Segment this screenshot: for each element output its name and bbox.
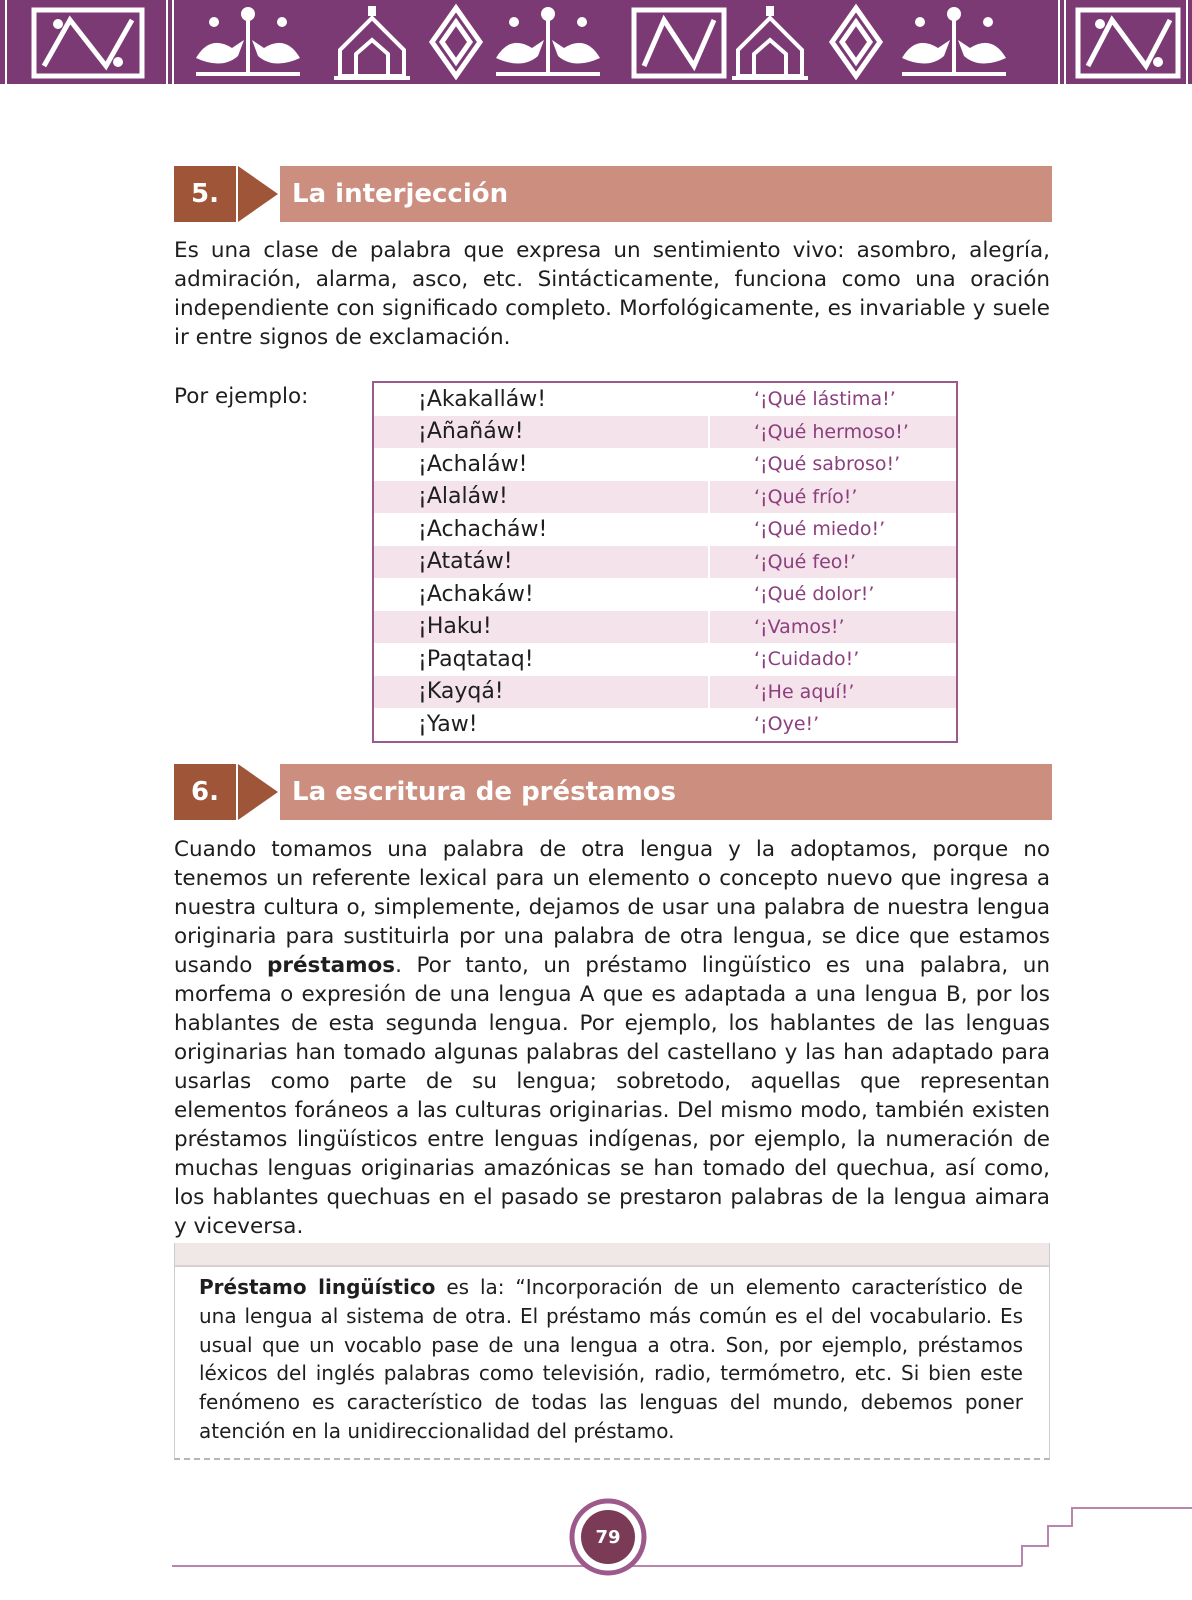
- note-text: [199, 1273, 1023, 1446]
- spanish-translation: ‘¡Cuidado!’: [754, 648, 860, 671]
- example-row: [373, 643, 957, 676]
- spanish-translation: ‘¡Oye!’: [754, 713, 820, 736]
- paragraph-text: Cuando tomamos una palabra de otra lengua y la adoptamos, porque no tenemos un referente lexical para un elemento o concepto nuevo que ingresa a nuestra cultura o, simplemente, dejamos de usar una palabra de nuestra lengua originaria para sustituirla por una palabra de otra lengua, se dice que estamos usando: [174, 837, 1050, 978]
- examples-table: [372, 381, 958, 743]
- chevron-right-icon: [238, 764, 278, 820]
- quechua-interjection: ¡Añañáw!: [373, 416, 708, 449]
- section-title: La interjección: [280, 166, 1052, 222]
- bold-term: préstamos: [266, 953, 396, 978]
- quechua-interjection: ¡Atatáw!: [373, 546, 708, 579]
- interjection-definition: Es una clase de palabra que expresa un sentimiento vivo: asombro, alegría, admiración, alarma, asco, etc. Sintácticamente, funciona como una oración independiente con significado completo. Morfológicamente, es invariable y suele ir entre signos de exclamación.: [174, 238, 1050, 350]
- example-row: [373, 546, 957, 579]
- spanish-translation: ‘¡Vamos!’: [710, 611, 957, 644]
- spanish-translation: ‘¡Qué lástima!’: [754, 388, 896, 411]
- example-row: [373, 481, 957, 514]
- example-row: [373, 708, 957, 742]
- spanish-translation: ‘¡Qué dolor!’: [754, 583, 875, 606]
- example-row: [373, 611, 957, 644]
- spanish-translation: ‘¡Qué frío!’: [710, 481, 957, 514]
- quechua-interjection: ¡Kayqá!: [373, 676, 708, 709]
- example-row: [373, 578, 957, 611]
- spanish-translation: ‘¡Qué hermoso!’: [710, 416, 957, 449]
- example-row: [373, 416, 957, 449]
- example-row: [373, 676, 957, 709]
- spanish-translation: ‘¡Qué miedo!’: [754, 518, 886, 541]
- spanish-translation: ‘¡He aquí!’: [710, 676, 957, 709]
- spanish-translation: ‘¡Qué sabroso!’: [754, 453, 901, 476]
- section-title: La escritura de préstamos: [280, 764, 1052, 820]
- quechua-interjection: ¡Alaláw!: [373, 481, 708, 514]
- quechua-interjection: ¡Paqtataq!: [418, 646, 534, 672]
- quechua-interjection: ¡Yaw!: [418, 711, 478, 737]
- decorative-banner: [0, 0, 1192, 84]
- note-definition: es la: “Incorporación de un elemento característico de una lengua al sistema de otra. El préstamo más común es el del vocabulario. Es usual que un vocablo pase de una lengua a otra. Son, por ejemplo, préstamos léxicos del inglés palabras como televisión, radio, termómetro, etc. Si bien este fenómeno es característico de todas las lenguas del mundo, debemos poner atención en la unidireccionalidad del préstamo.: [199, 1275, 1023, 1443]
- quechua-interjection: ¡Achacháw!: [418, 516, 548, 542]
- quechua-interjection: ¡Haku!: [373, 611, 708, 644]
- section-5-header: [174, 166, 1052, 222]
- quechua-interjection: ¡Akakalláw!: [418, 386, 547, 412]
- note-term: Préstamo lingüístico: [199, 1275, 436, 1299]
- quechua-interjection: ¡Achakáw!: [418, 581, 534, 607]
- section-number: 5.: [174, 166, 236, 222]
- chevron-right-icon: [238, 166, 278, 222]
- page-number: 79: [595, 1526, 621, 1548]
- spanish-translation: ‘¡Qué feo!’: [710, 546, 957, 579]
- section-6-header: [174, 764, 1052, 820]
- example-row: [373, 513, 957, 546]
- definition-note-box: [174, 1243, 1050, 1460]
- textile-pattern-icon: [0, 0, 1192, 84]
- paragraph-text: . Por tanto, un préstamo lingüístico es una palabra, un morfema o expresión de una lengua A que es adaptada a una lengua B, por los hablantes de esta segunda lengua. Por ejemplo, los hablantes de las lenguas originarias han tomado algunas palabras del castellano y las han adaptado para usarlas como parte de su lengua; sobretodo, aquellas que representan elementos foráneos a las culturas originarias. Del mismo modo, también existen préstamos lingüísticos entre lenguas indígenas, por ejemplo, la numeración de muchas lenguas originarias amazónicas se han tomado del quechua, así como, los hablantes quechuas en el pasado se prestaron palabras de la lengua aimara y viceversa.: [174, 953, 1050, 1239]
- loanwords-paragraph: [174, 835, 1050, 1241]
- example-row: [373, 448, 957, 481]
- examples-label: Por ejemplo:: [174, 384, 309, 409]
- section-number: 6.: [174, 764, 236, 820]
- quechua-interjection: ¡Achaláw!: [418, 451, 528, 477]
- note-header-strip: [175, 1243, 1049, 1267]
- example-row: [373, 382, 957, 416]
